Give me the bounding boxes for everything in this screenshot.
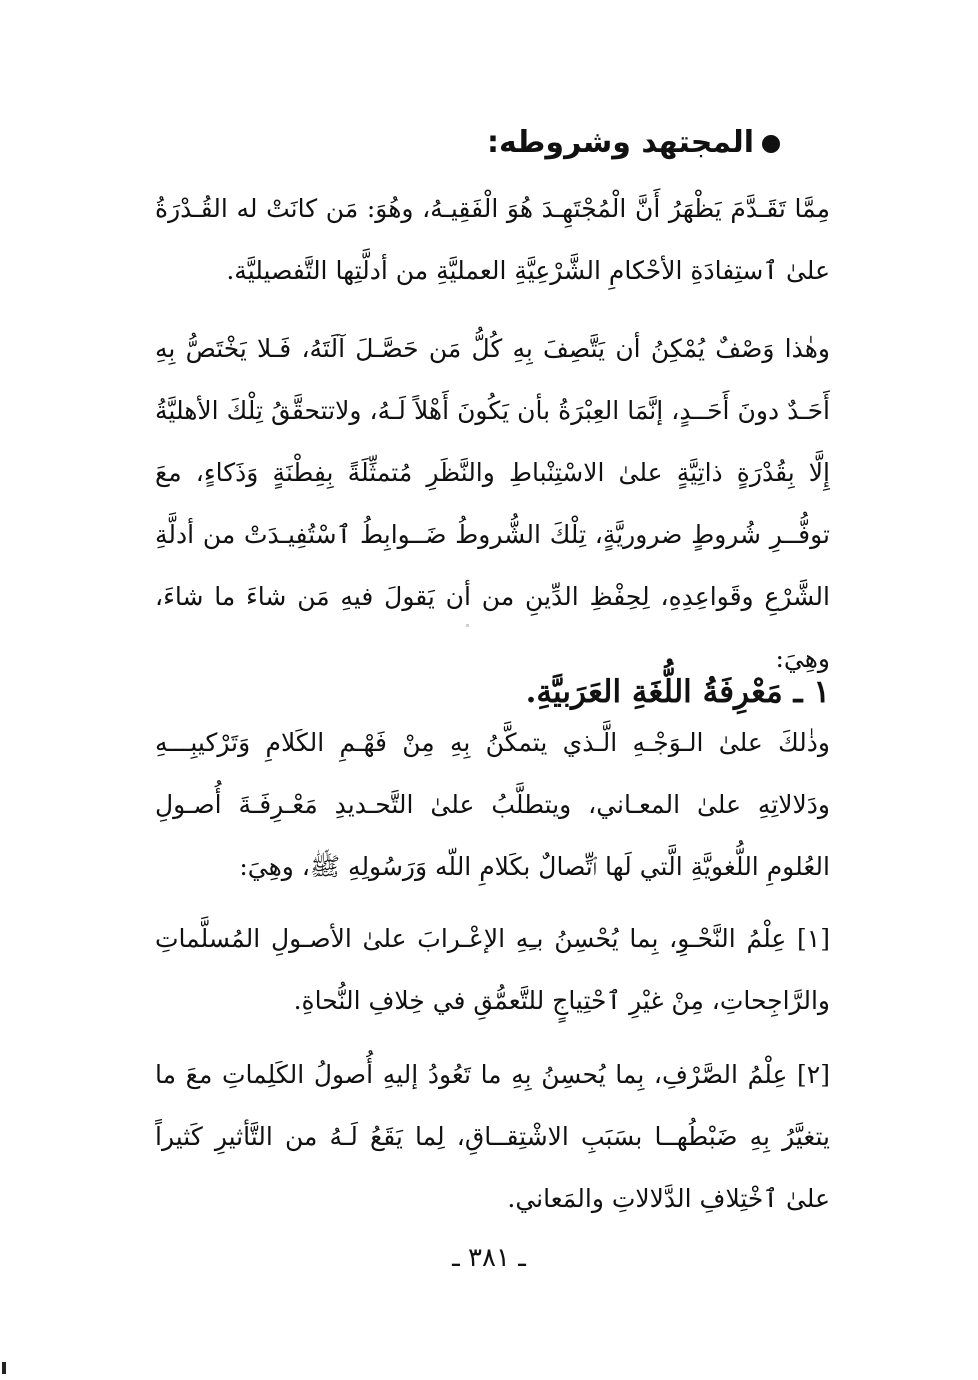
list-item-morphology: [٢] عِلْمُ الصَّرْفِ، بِما يُحسِنُ بِهِ ما تَعُودُ إليهِ أُصولُ الكَلِماتِ معَ ما يتغيَّرُ بِهِ ضَبْطُهــا بسَبَبِ الاشْتِقــاقِ، لِما يَقَعُ لَـهُ من التَّأثيرِ كَثيراً علىٰ ٱخْتِلافِ الدَّلالاتِ والمَعاني. bbox=[155, 1060, 830, 1213]
list-item-grammar: [١] عِلْمُ النَّحْـوِ، بِما يُحْسِنُ بـِهِ الإعْـرابَ علىٰ الأصـولِ المُسلَّماتِ والرَّاجِحاتِ، مِنْ غيْرِ ٱحْتِياجٍ للتَّعمُّقِ في خِلافِ النُّحاةِ. bbox=[155, 924, 830, 1015]
chapter-heading-text: المجتهد وشروطه: bbox=[486, 125, 754, 160]
paragraph-qualification: وهٰذا وَصْفٌ يُمْكِنُ أن يَتَّصِفَ بِهِ كُلُّ مَن حَصَّـلَ آلَتَهُ، فَـلا يَخْتَصُّ بِهِ أَحَـدٌ دونَ أَحَــدٍ، إنَّمَا العِبْرَةُ بأن يَكُونَ أَهْلاً لَـهُ، ولاتتحقَّقُ تِلْكَ الأهليَّةُ إِلَّا بِقُدْرَةٍ ذاتِيَّةٍ علىٰ الاسْتِنْباطِ والنَّظَرِ مُتمثِّلَةً بِفِطْنَةٍ وَذَكاءٍ، معَ توفُّــرِ شُروطٍ ضروريَّةٍ، تِلْكَ الشُّروطُ ضَــوابِطُ ٱسْتُفِيـدَتْ من أدلَّةِ الشَّرْعِ وقَواعِدِهِ، لِحِفْظِ الدِّينِ من أن يَقولَ فيهِ مَن شاءَ ما شاءَ، وهِيَ: bbox=[155, 334, 830, 673]
chapter-heading bbox=[180, 118, 780, 168]
scan-speck bbox=[466, 624, 469, 627]
scan-edge-mark bbox=[2, 1362, 6, 1374]
paragraph-definition: مِمَّا تَقَـدَّمَ يَظْهَرُ أَنَّ الْمُجْتَهِـدَ هُوَ الْفَقِيـهُ، وهُوَ: مَن كانَتْ له القُـدْرَةُ علىٰ ٱستِفادَةِ الأحْكامِ الشَّرْعِيَّةِ العمليَّةِ من أدلَّتِها التَّفصيليَّة. bbox=[155, 194, 830, 285]
page-number: ـ ٣٨١ ـ bbox=[452, 1243, 526, 1273]
bullet-icon bbox=[762, 135, 780, 153]
section-title-arabic-language: ١ ـ مَعْرِفَةُ اللُّغَةِ العَرَبيَّةِ. bbox=[525, 674, 830, 710]
paragraph-language-requirement: وذٰلكَ علىٰ الـوَجْـهِ الَّـذي يتمكَّنُ بِهِ مِنْ فَهْـمِ الكَلامِ وَتَرْكيبِـــهِ ودَلالاتِهِ علىٰ المعـاني، ويتطلَّبُ علىٰ التَّحـديدِ مَعْـرِفَـةَ أُصـولِ العُلومِ اللُّغويَّةِ الَّتي لَها ٱتِّصالٌ بكَلامِ اللّه وَرَسُولِهِ ﷺ، وهِيَ: bbox=[155, 728, 830, 881]
